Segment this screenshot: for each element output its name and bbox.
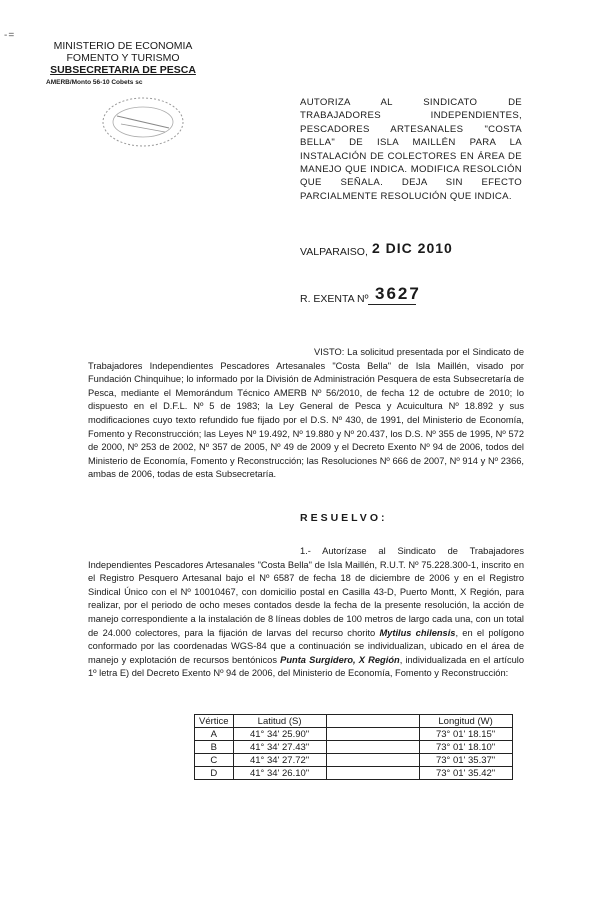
r1-text-b: , en el polígono conformado por las coordenadas WGS-84 que a continuación se individualizan, ubicado en el área de manejo y explotación de recursos bentónicos — [88, 627, 524, 665]
date-stamp: 2 DIC 2010 — [372, 240, 453, 256]
table-cell: C — [195, 754, 234, 767]
table-cell: 73° 01' 18.10" — [419, 741, 512, 754]
header-longitud: Longitud (W) — [419, 715, 512, 728]
table-cell: 73° 01' 35.37" — [419, 754, 512, 767]
letterhead — [38, 40, 208, 89]
table-cell: 41° 34' 25.90" — [233, 728, 326, 741]
r1-text-a: 1.- Autorízase al Sindicato de Trabajadores Independientes Pescadores Artesanales "Costa Bella" de Isla Maillén, R.U.T. Nº 75.228.300-1, inscrito en el Registro Pesquero Artesanal bajo el Nº 6587 de fecha 18 de diciembre de 2006 y en el Registro Sindical Único con el Nº 10010467, con domicilio postal en Casilla 43-D, Puerto Montt, X Región, para realizar, por el periodo de ocho meses contados desde la fecha de la presente resolución, la acción de manejo correspondiente a la instalación de 8 líneas dobles de 100 metros de largo cada una, con un total de 24.000 colectores, para la fijación de larvas del recurso chorito — [88, 546, 524, 638]
table-cell: B — [195, 741, 234, 754]
table-cell: D — [195, 767, 234, 780]
subsecretaria-title: SUBSECRETARIA DE PESCA — [50, 64, 196, 76]
table-cell: 73° 01' 35.42" — [419, 767, 512, 780]
table-cell: A — [195, 728, 234, 741]
resolution-point-1 — [88, 545, 524, 681]
resolution-subject: AUTORIZA AL SINDICATO DE TRABAJADORES INDEPENDIENTES, PESCADORES ARTESANALES "COSTA BELLA" DE ISLA MAILLÉN PARA LA INSTALACIÓN DE COLECTORES EN ÁREA DE MANEJO QUE INDICA. MODIFICA RESOLCIÓN QUE SEÑALA. DEJA SIN EFECTO PARCIALMENTE RESOLUCIÓN QUE INDICA. — [300, 97, 522, 202]
exenta-label: R. EXENTA Nº — [300, 293, 369, 305]
species-name: Mytilus chilensis — [379, 627, 456, 638]
exenta-underline — [368, 304, 416, 305]
visto-paragraph — [88, 346, 524, 482]
table-cell — [326, 741, 419, 754]
exenta-number: 3627 — [375, 284, 421, 303]
resuelvo-heading: RESUELVO: — [300, 512, 388, 524]
table-cell — [326, 754, 419, 767]
table-row — [195, 728, 513, 741]
reference-code: AMERB/Monto 56-10 Cobets sc — [46, 79, 143, 86]
place-label: VALPARAISO, — [300, 246, 368, 258]
header-latitud: Latitud (S) — [233, 715, 326, 728]
table-cell — [326, 767, 419, 780]
coordinates-table — [194, 714, 513, 780]
ministry-line-1: MINISTERIO DE ECONOMIA — [53, 40, 193, 52]
ministry-line-2: FOMENTO Y TURISMO — [66, 52, 180, 64]
margin-marks: -= — [4, 30, 16, 41]
table-cell: 73° 01' 18.15" — [419, 728, 512, 741]
table-row — [195, 767, 513, 780]
header-vertice: Vértice — [195, 715, 234, 728]
table-cell: 41° 34' 27.72" — [233, 754, 326, 767]
header-gap — [326, 715, 419, 728]
visto-text: VISTO: La solicitud presentada por el Sindicato de Trabajadores Independientes Pescadores Artesanales "Costa Bella" de Isla Maillén, visado por Fundación Chinquihue; lo informado por la División de Administración Pesquera de esta Subsecretaría de Pesca, mediante el Memorándum Técnico AMERB Nº 56/2010, de fecha 12 de octubre de 2010; lo dispuesto en el D.F.L. Nº 5 de 1983; la Ley General de Pesca y Acuicultura Nº 18.892 y sus modificaciones cuyo texto refundido fue fijado por el D.S. Nº 430, de 1991, del Ministerio de Economía, Fomento y Reconstrucción; las Leyes Nº 19.492, Nº 19.880 y Nº 20.437, los D.S. Nº 355 de 1995, Nº 572 de 2000, Nº 253 de 2002, Nº 357 de 2005, Nº 49 de 2009 y el Decreto Exento Nº 94 de 2006, todos del Ministerio de Economía, Fomento y Reconstrucción; las Resoluciones Nº 666 de 2007, Nº 914 y Nº 2366, ambas de 2006, todas de esta Subsecretaría. — [88, 347, 524, 480]
table-row — [195, 741, 513, 754]
table-cell: 41° 34' 27.43" — [233, 741, 326, 754]
table-cell — [326, 728, 419, 741]
table-row — [195, 754, 513, 767]
r1-text-c: , individualizada en el artículo 1º letra E) del Decreto Exento Nº 94 de 2006, del Ministerio de Economía, Fomento y Reconstrucción: — [88, 654, 524, 679]
table-cell: 41° 34' 26.10" — [233, 767, 326, 780]
office-stamp-icon — [95, 92, 190, 152]
area-name: Punta Surgidero, X Región — [280, 654, 400, 665]
table-header-row — [195, 715, 513, 728]
